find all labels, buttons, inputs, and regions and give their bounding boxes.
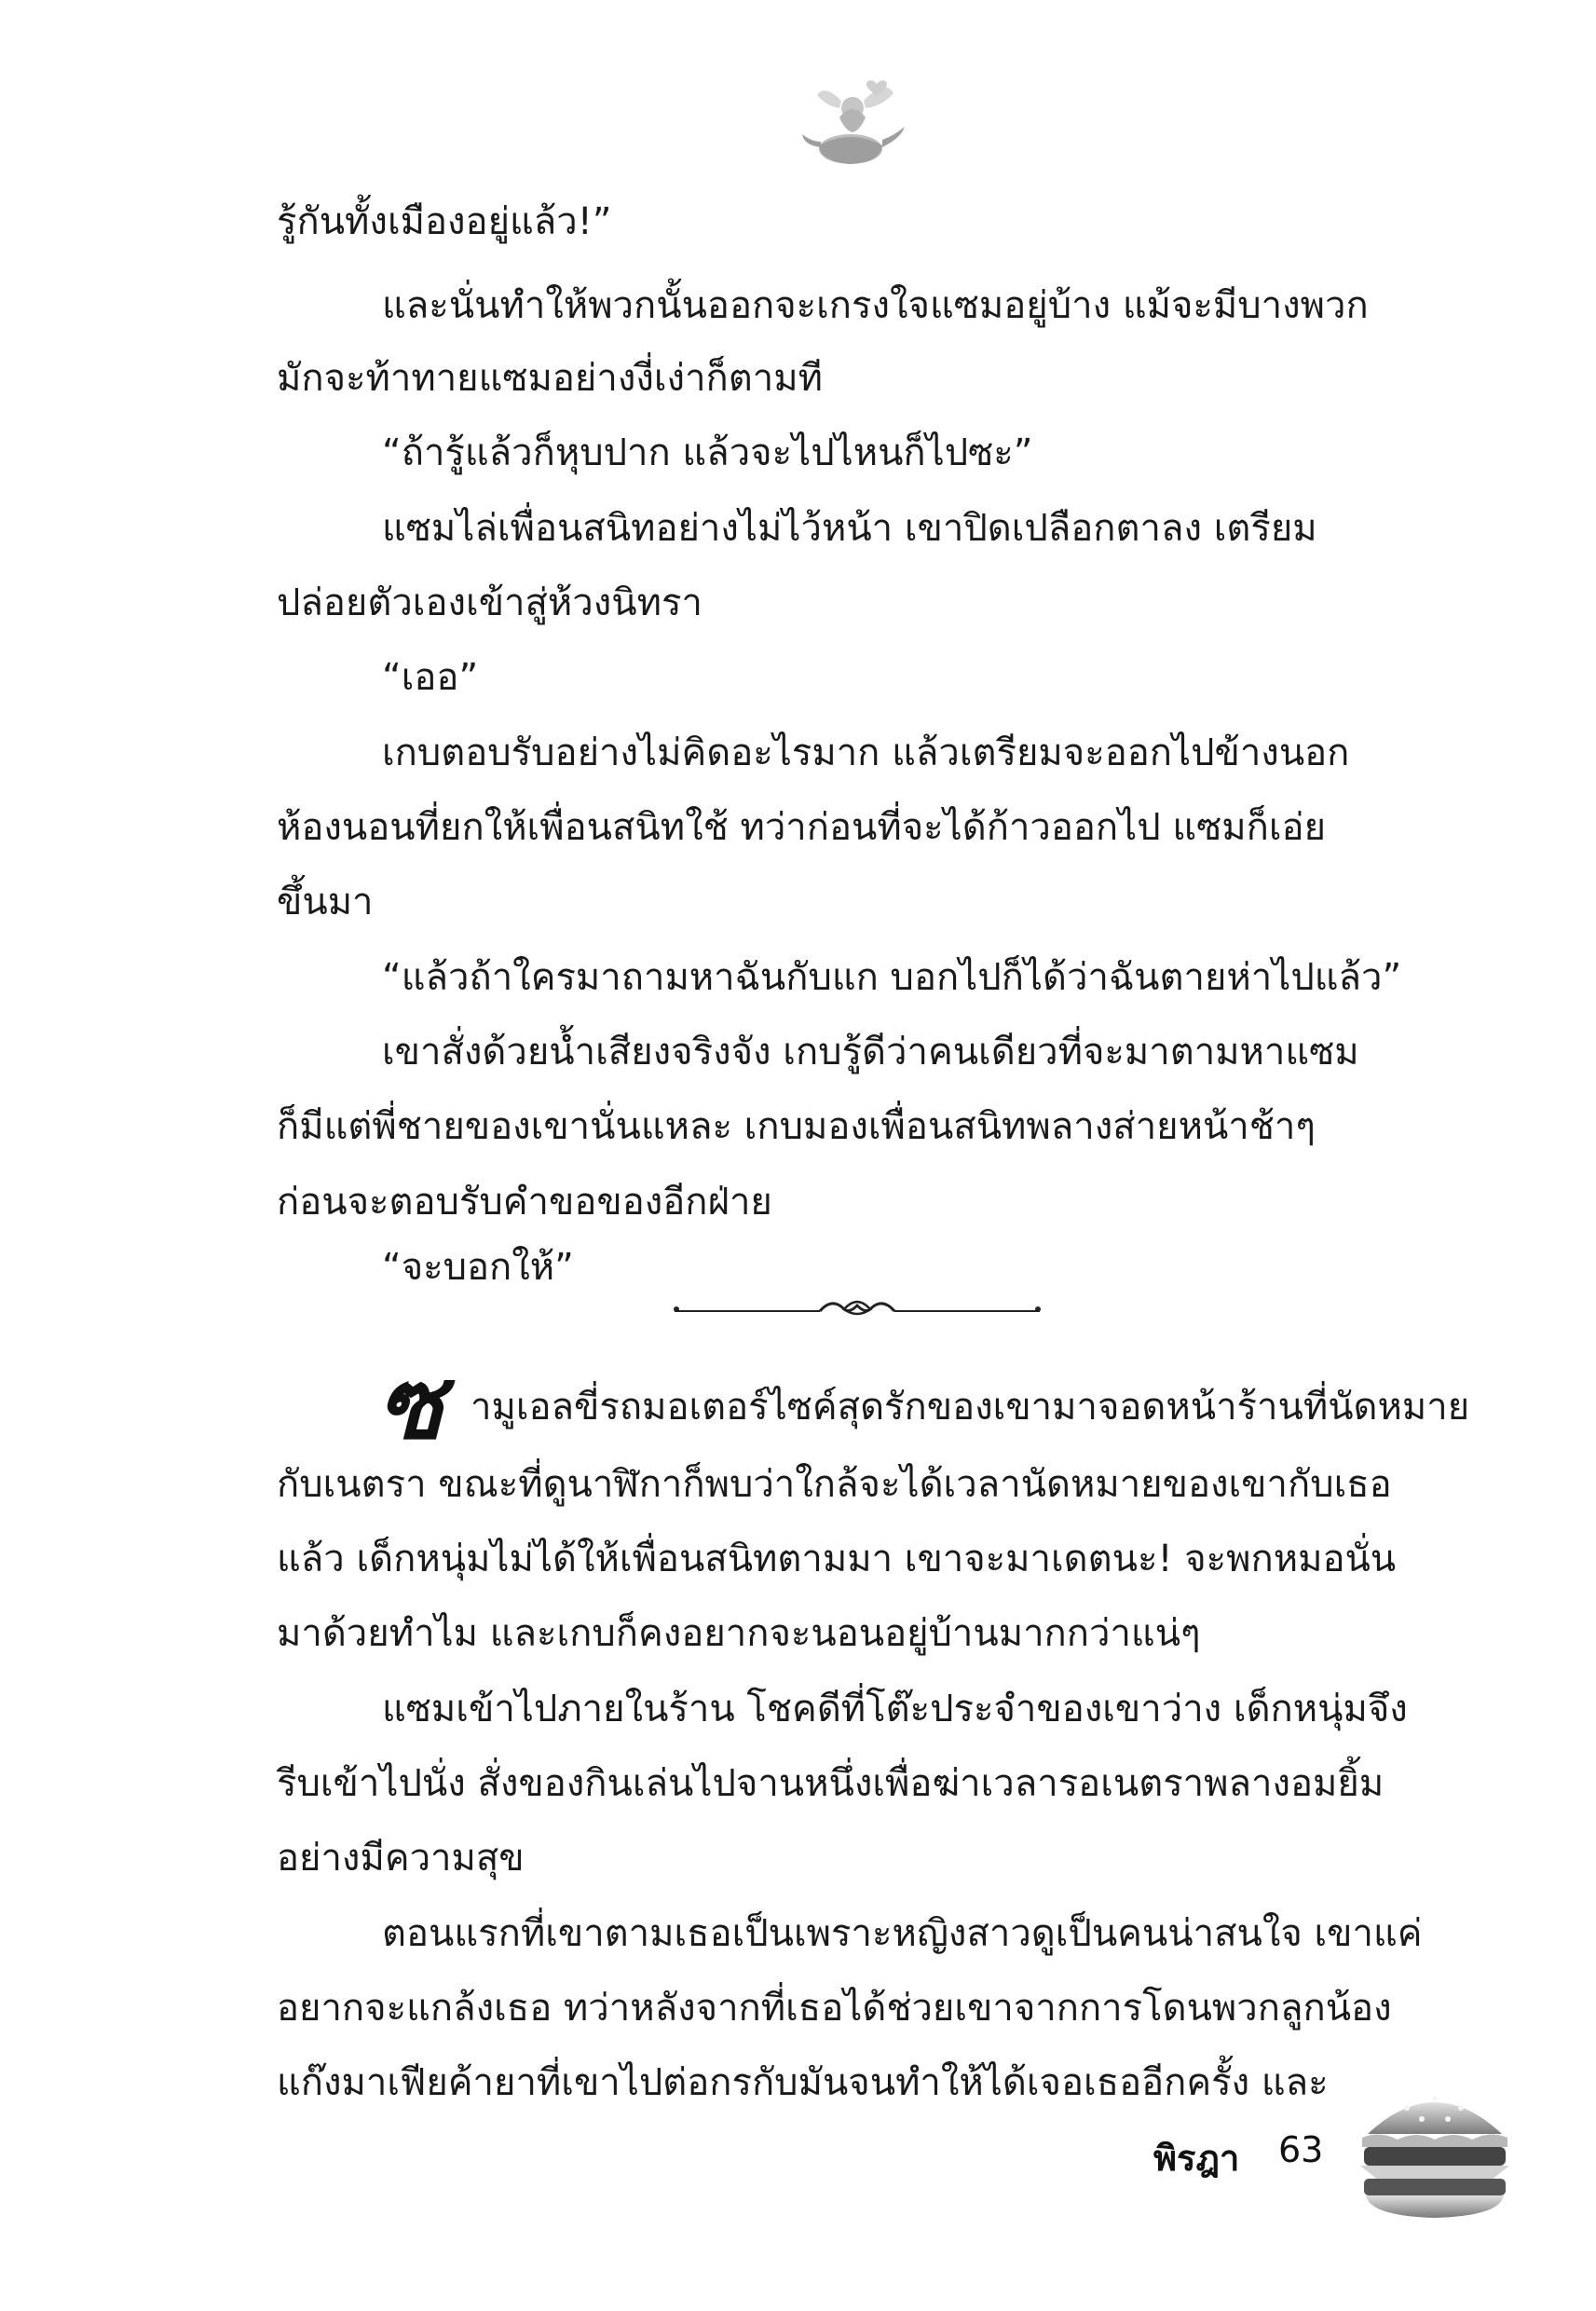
hamburger-icon — [1351, 2076, 1519, 2225]
text-line: เขาสั่งด้วยน้ำเสียงจริงจัง เกบรู้ดีว่าคนเดียวที่จะมาตามหาแซม — [382, 1031, 1359, 1073]
text-line: ปล่อยตัวเองเข้าสู่ห้วงนิทรา — [277, 581, 703, 624]
text-line: รีบเข้าไปนั่ง สั่งของกินเล่นไปจานหนึ่งเพื่อฆ่าเวลารอเนตราพลางอมยิ้ม — [277, 1762, 1385, 1805]
text-line: แล้ว เด็กหนุ่มไม่ได้ให้เพื่อนสนิทตามมา เขาจะมาเดตนะ! จะพกหมอนั่น — [277, 1538, 1397, 1580]
text-line: “เออ” — [382, 656, 479, 699]
text-line: ห้องนอนที่ยกให้เพื่อนสนิทใช้ ทว่าก่อนที่จะได้ก้าวออกไป แซมก็เอ่ย — [277, 806, 1327, 849]
text-line: ามูเอลขี่รถมอเตอร์ไซค์สุดรักของเขามาจอดหน้าร้านที่นัดหมาย — [471, 1386, 1470, 1429]
text-line: กับเนตรา ขณะที่ดูนาฬิกาก็พบว่าใกล้จะได้เวลานัดหมายของเขากับเธอ — [277, 1463, 1392, 1506]
text-line: “แล้วถ้าใครมาถามหาฉันกับแก บอกไปก็ได้ว่าฉันตายห่าไปแล้ว” — [382, 956, 1402, 999]
text-line: แซมไล่เพื่อนสนิทอย่างไม่ไว้หน้า เขาปิดเปลือกตาลง เตรียม — [382, 507, 1317, 550]
text-line: และนั่นทำให้พวกนั้นออกจะเกรงใจแซมอยู่บ้าง แม้จะมีบางพวก — [382, 284, 1369, 327]
text-line: ตอนแรกที่เขาตามเธอเป็นเพราะหญิงสาวดูเป็นคนน่าสนใจ เขาแค่ — [382, 1912, 1423, 1955]
teapot-cupid-ornament-icon — [797, 73, 908, 175]
text-line: รู้กันทั้งเมืองอยู่แล้ว!” — [277, 200, 612, 243]
text-line: มาด้วยทำไม และเกบก็คงอยากจะนอนอยู่บ้านมากกว่าแน่ๆ — [277, 1612, 1201, 1655]
page-number: 63 — [1278, 2129, 1324, 2170]
text-line: ขึ้นมา — [277, 881, 374, 923]
section-divider-ornament-icon — [671, 1291, 1044, 1328]
text-line: ก่อนจะตอบรับคำขอของอีกฝ่าย — [277, 1181, 772, 1224]
text-line: แก๊งมาเฟียค้ายาที่เขาไปต่อกรกับมันจนทำให้ได้เจอเธออีกครั้ง และ — [277, 2061, 1329, 2104]
text-line: แซมเข้าไปภายในร้าน โชคดีที่โต๊ะประจำของเขาว่าง เด็กหนุ่มจึง — [382, 1688, 1408, 1730]
text-line: ก็มีแต่พี่ชายของเขานั่นแหละ เกบมองเพื่อนสนิทพลางส่ายหน้าช้าๆ — [277, 1105, 1316, 1148]
drop-cap: ซ — [377, 1347, 443, 1461]
text-line: “ถ้ารู้แล้วก็หุบปาก แล้วจะไปไหนก็ไปซะ” — [382, 431, 1033, 474]
text-line: มักจะท้าทายแซมอย่างงี่เง่าก็ตามที — [277, 357, 823, 400]
text-line: “จะบอกให้” — [382, 1246, 574, 1289]
text-line: อยากจะแกล้งเธอ ทว่าหลังจากที่เธอได้ช่วยเขาจากการโดนพวกลูกน้อง — [277, 1987, 1392, 2030]
text-line: เกบตอบรับอย่างไม่คิดอะไรมาก แล้วเตรียมจะออกไปข้างนอก — [382, 732, 1350, 774]
footer-author: พิรฎา — [1153, 2138, 1240, 2179]
text-line: อย่างมีความสุข — [277, 1837, 525, 1880]
